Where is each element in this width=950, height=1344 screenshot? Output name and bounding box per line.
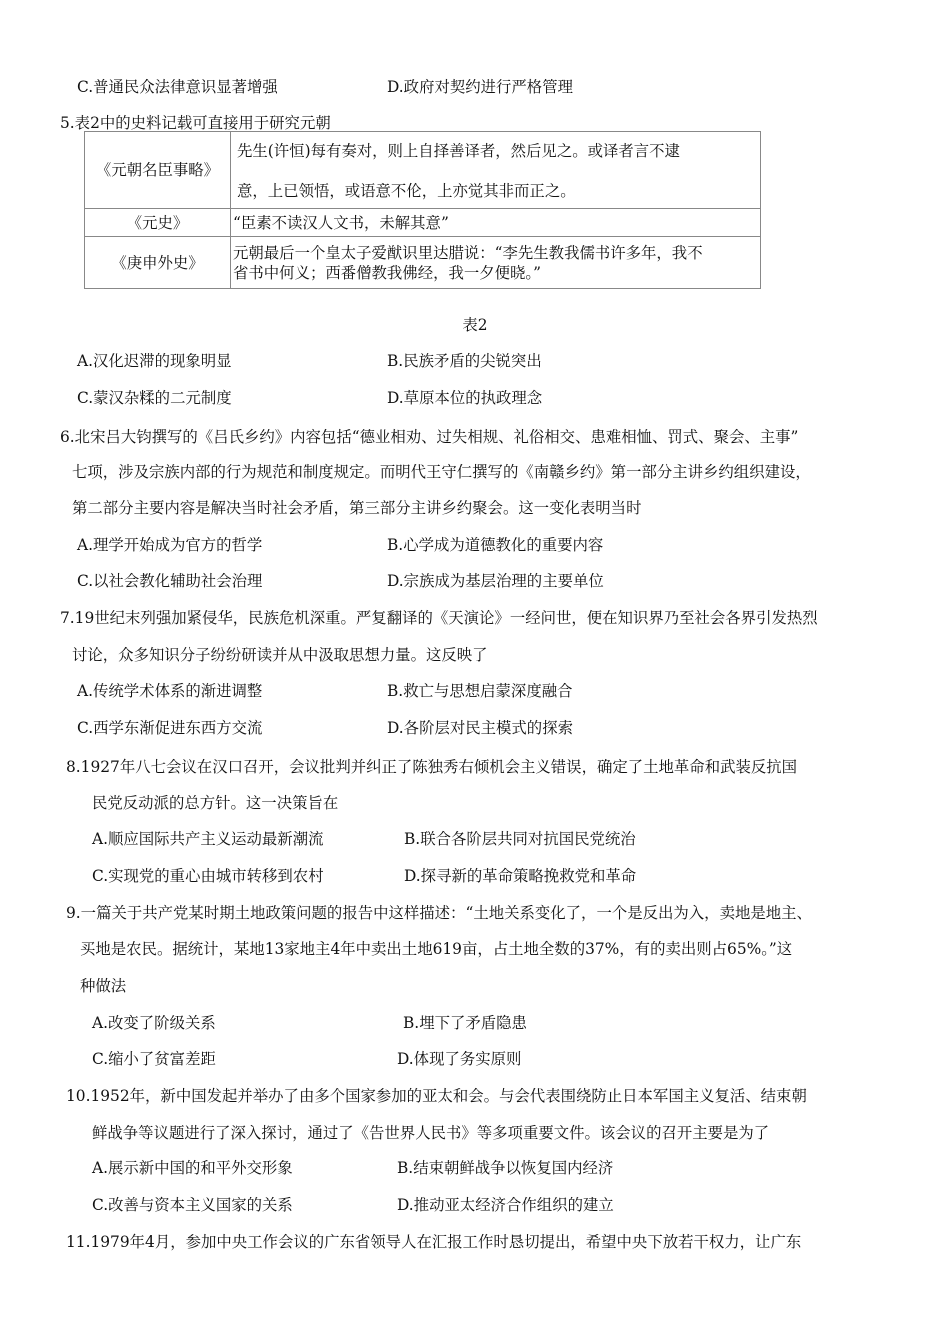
table-row (85, 209, 761, 237)
q6-option-d: D.宗族成为基层治理的主要单位 (387, 572, 604, 590)
q10-option-a: A.展示新中国的和平外交形象 (92, 1159, 293, 1177)
q8-option-a: A.顺应国际共产主义运动最新潮流 (92, 830, 324, 848)
q7-option-a: A.传统学术体系的渐进调整 (77, 682, 263, 700)
table-caption: 表2 (462, 316, 488, 334)
table-row (85, 237, 761, 289)
q5-stem: 5.表2中的史料记载可直接用于研究元朝 (60, 114, 331, 132)
q7-option-d: D.各阶层对民主模式的探索 (387, 719, 573, 737)
q8-option-d: D.探寻新的革命策略挽救党和革命 (404, 867, 637, 885)
source-text (231, 132, 761, 209)
q10-option-d: D.推动亚太经济合作组织的建立 (397, 1196, 614, 1214)
q5-option-b: B.民族矛盾的尖锐突出 (387, 352, 542, 370)
q6-option-c: C.以社会教化辅助社会治理 (77, 572, 263, 590)
q9-stem-line: 种做法 (80, 977, 127, 995)
source-title: 《庚申外史》 (85, 237, 231, 289)
source-text (231, 237, 761, 289)
source-text-line: 省书中何义；西番僧教我佛经，我一夕便晓。” (233, 263, 541, 282)
q6-stem-line: 6.北宋吕大钧撰写的《吕氏乡约》内容包括“德业相劝、过失相规、礼俗相交、患难相恤、罚式、聚会、主事” (60, 428, 799, 446)
q6-stem-line: 第二部分主要内容是解决当时社会矛盾，第三部分主讲乡约聚会。这一变化表明当时 (72, 499, 642, 517)
q5-option-d: D.草原本位的执政理念 (387, 389, 543, 407)
q7-option-b: B.救亡与思想启蒙深度融合 (387, 682, 573, 700)
source-table (84, 131, 761, 289)
q6-option-a: A.理学开始成为官方的哲学 (77, 536, 263, 554)
q8-stem-line: 民党反动派的总方针。这一决策旨在 (92, 794, 339, 812)
q4-option-c: C.普通民众法律意识显著增强 (77, 78, 278, 96)
q6-option-b: B.心学成为道德教化的重要内容 (387, 536, 604, 554)
q5-option-a: A.汉化迟滞的现象明显 (77, 352, 232, 370)
q7-option-c: C.西学东渐促进东西方交流 (77, 719, 263, 737)
q8-option-c: C.实现党的重心由城市转移到农村 (92, 867, 324, 885)
q11-stem-line: 11.1979年4月，参加中央工作会议的广东省领导人在汇报工作时恳切提出，希望中央下放若干权力，让广东 (66, 1233, 802, 1251)
q10-option-b: B.结束朝鲜战争以恢复国内经济 (397, 1159, 614, 1177)
q6-stem-line: 七项，涉及宗族内部的行为规范和制度规定。而明代王守仁撰写的《南赣乡约》第一部分主讲乡约组织建设， (72, 463, 811, 481)
q9-stem-line: 买地是农民。据统计，某地13家地主4年中卖出土地619亩，占土地全数的37%，有的卖出则占65%。”这 (80, 940, 793, 958)
q9-option-a: A.改变了阶级关系 (92, 1014, 216, 1032)
q8-option-b: B.联合各阶层共同对抗国民党统治 (404, 830, 636, 848)
q4-option-d: D.政府对契约进行严格管理 (387, 78, 573, 96)
q8-stem-line: 8.1927年八七会议在汉口召开，会议批判并纠正了陈独秀右倾机会主义错误，确定了土地革命和武装反抗国 (66, 758, 798, 776)
q9-option-c: C.缩小了贫富差距 (92, 1050, 216, 1068)
q5-option-c: C.蒙汉杂糅的二元制度 (77, 389, 232, 407)
source-text-line: 元朝最后一个皇太子爱猷识里达腊说：“李先生教我儒书许多年，我不 (233, 243, 703, 262)
table-row (85, 132, 761, 209)
q10-stem-line: 10.1952年，新中国发起并举办了由多个国家参加的亚太和会。与会代表围绕防止日本军国主义复活、结束朝 (66, 1087, 807, 1105)
source-text-line: 意，上已领悟，或语意不伦，上亦觉其非而正之。 (237, 182, 576, 200)
q10-option-c: C.改善与资本主义国家的关系 (92, 1196, 293, 1214)
q7-stem-line: 7.19世纪末列强加紧侵华，民族危机深重。严复翻译的《天演论》一经问世，便在知识界乃至社会各界引发热烈 (60, 609, 818, 627)
q9-stem-line: 9.一篇关于共产党某时期土地政策问题的报告中这样描述：“土地关系变化了，一个是反出为入，卖地是地主、 (66, 904, 812, 922)
q10-stem-line: 鲜战争等议题进行了深入探讨，通过了《告世界人民书》等多项重要文件。该会议的召开主要是为了 (92, 1124, 770, 1142)
source-text-line: 先生(许恒)每有奏对，则上自择善译者，然后见之。或译者言不逮 (237, 142, 680, 160)
source-title: 《元朝名臣事略》 (85, 132, 231, 209)
source-title: 《元史》 (85, 209, 231, 237)
q9-option-b: B.埋下了矛盾隐患 (403, 1014, 527, 1032)
q9-option-d: D.体现了务实原则 (397, 1050, 522, 1068)
source-text: “臣素不读汉人文书，未解其意” (231, 209, 761, 237)
q7-stem-line: 讨论，众多知识分子纷纷研读并从中汲取思想力量。这反映了 (72, 646, 488, 664)
